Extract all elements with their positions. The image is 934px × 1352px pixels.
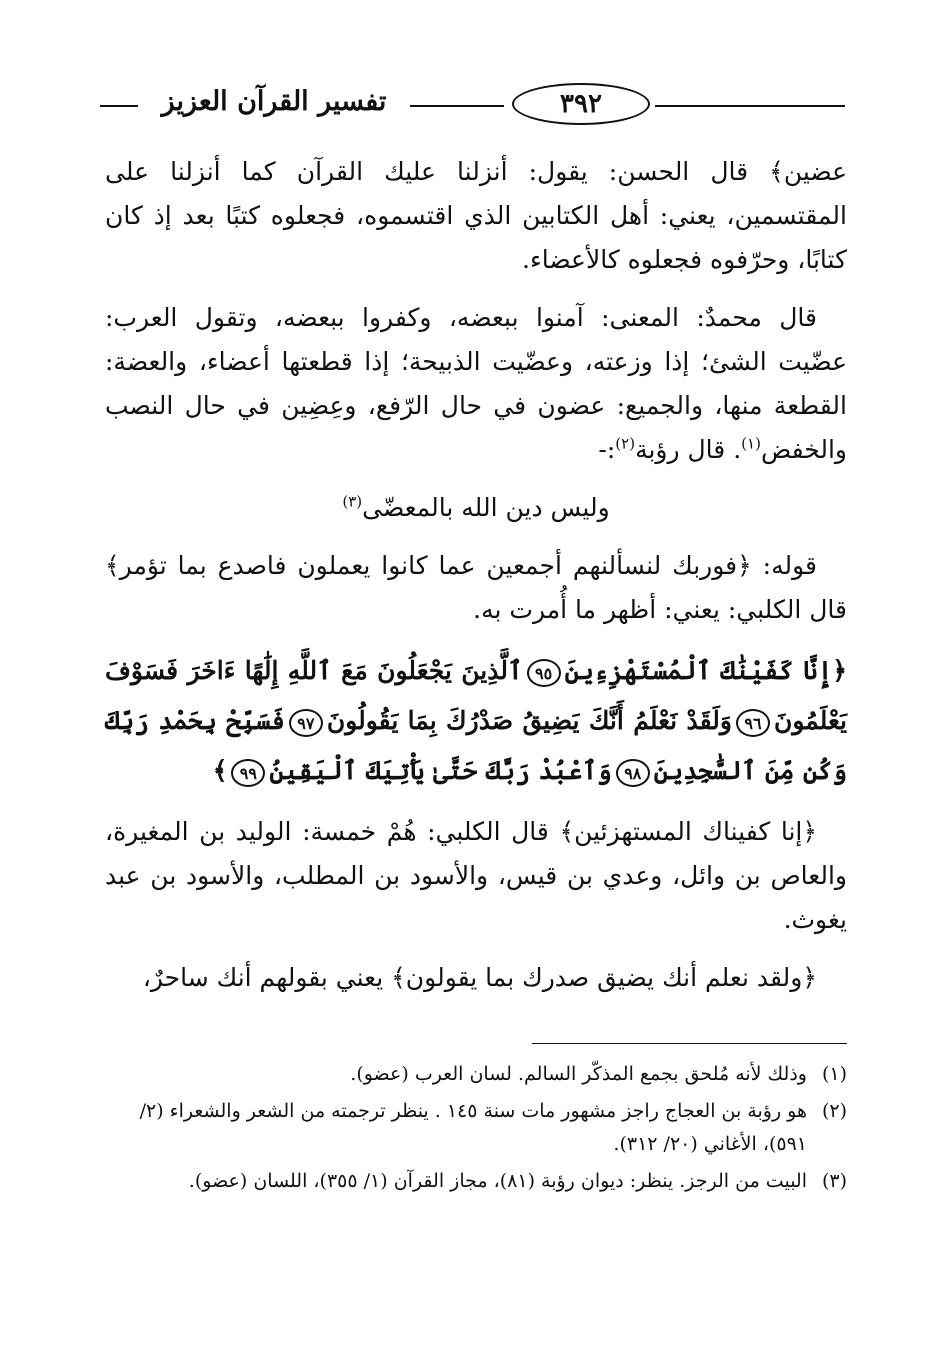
footnote-ref-1: (١) [741,434,761,453]
footnote-ref-2: (٢) [615,434,636,453]
paragraph-1: عضين﴾ قال الحسن: يقول: أنزلنا عليك القرآن كما أنزلنا على المقتسمين، يعني: أهل الكتابين الذي اقتسموه، فجعلوه كتبًا بعد إذ كان كتابًا، وحرّفوه فجعلوه كالأعضاء. [105,157,847,274]
ayah-marker-97: ٩٧ [289,709,323,737]
quran-text-a: ﴿إِنَّا كَفَيْنَٰكَ ٱلْمُسْتَهْزِءِينَ [564,656,847,685]
book-title: تفسير القرآن العزيز [161,86,387,117]
quran-text-b: ٱلَّذِينَ يَجْعَلُونَ مَعَ ٱللَّهِ إِلَٰهًا ءَاخَرَ فَسَوْفَ يَعْلَمُونَ [105,656,847,735]
paragraph-3: قوله: ﴿فوربك لنسألنهم أجمعين عما كانوا يعملون فاصدع بما تؤمر﴾ قال الكلبي: يعني: أظهر ما أُمرت به. [105,551,847,624]
paragraph-2-text-a: قال محمدٌ: المعنى: آمنوا ببعضه، وكفروا ببعضه، وتقول العرب: عضّيت الشئ؛ إذا وزعته، وعضّيت الذبيحة؛ إذا قطعتها أعضاء، والعضة: القطعة منها، والجميع: عضون في حال الرّفع، وعِضِين في حال النصب والخفض [105,303,847,464]
footnote-number: (٢) [821,1100,847,1122]
footnotes [105,1058,847,1202]
paragraph-2 [105,296,847,472]
footnote-text: هو رؤبة بن العجاج راجز مشهور مات سنة ١٤٥ . ينظر ترجمته من الشعر والشعراء (٢/ ٥٩١)، الأغاني (٢٠/ ٣١٢). [139,1100,807,1155]
footnote-2 [105,1095,847,1161]
paragraph-5: ﴿ولقد نعلم أنك يضيق صدرك بما يقولون﴾ يعني بقولهم أنك ساحرٌ، [142,963,817,992]
poetry-verse-text: وليس دين الله بالمعضّى [362,493,610,522]
footnote-text: البيت من الرجز. ينظر: ديوان رؤبة (٨١)، مجاز القرآن (١/ ٣٥٥)، اللسان (عضو). [188,1170,807,1192]
quran-text-d: فَسَبِّحْ بِحَمْدِ رَبِّكَ وَكُن مِّنَ ٱلسَّٰجِدِينَ [105,706,847,785]
ayah-marker-96: ٩٦ [736,709,770,737]
paragraph-4: ﴿إنا كفيناك المستهزئين﴾ قال الكلبي: هُمْ خمسة: الوليد بن المغيرة، والعاص بن وائل، وعدي بن قيس، والأسود بن المطلب، والأسود بن عبد يغوث. [105,817,847,934]
poetry-verse [105,486,847,530]
paragraph-2-text-c: :- [598,435,616,464]
footnote-number: (١) [821,1063,847,1085]
quran-text-c: وَلَقَدْ نَعْلَمُ أَنَّكَ يَضِيقُ صَدْرُكَ بِمَا يَقُولُونَ [326,706,732,735]
footnote-1 [105,1058,847,1091]
header-rule-right [655,105,845,107]
ayah-marker-99: ٩٩ [231,759,265,787]
footnote-text: وذلك لأنه مُلحق بجمع المذكّر السالم. لسان العرب (عضو). [350,1063,807,1085]
footnote-number: (٣) [821,1170,847,1192]
ayah-marker-95: ٩٥ [527,659,561,687]
ayah-marker-98: ٩٨ [616,759,650,787]
page-number: ٣٩٢ [512,83,650,125]
quran-text-e: وَٱعْبُدْ رَبَّكَ حَتَّىٰ يَأْتِيَكَ ٱلْيَقِينُ [269,756,612,785]
footnote-separator [532,1043,847,1044]
header-rule-left [100,105,138,107]
page-body [105,150,847,1014]
footnote-ref-3: (٣) [342,492,363,511]
quran-text-end: ﴾ [212,756,228,785]
page-header [100,82,845,132]
quran-passage [105,646,847,796]
footnote-3 [105,1165,847,1198]
paragraph-2-text-b: . قال رؤبة [635,435,742,464]
header-rule-middle [410,105,504,107]
